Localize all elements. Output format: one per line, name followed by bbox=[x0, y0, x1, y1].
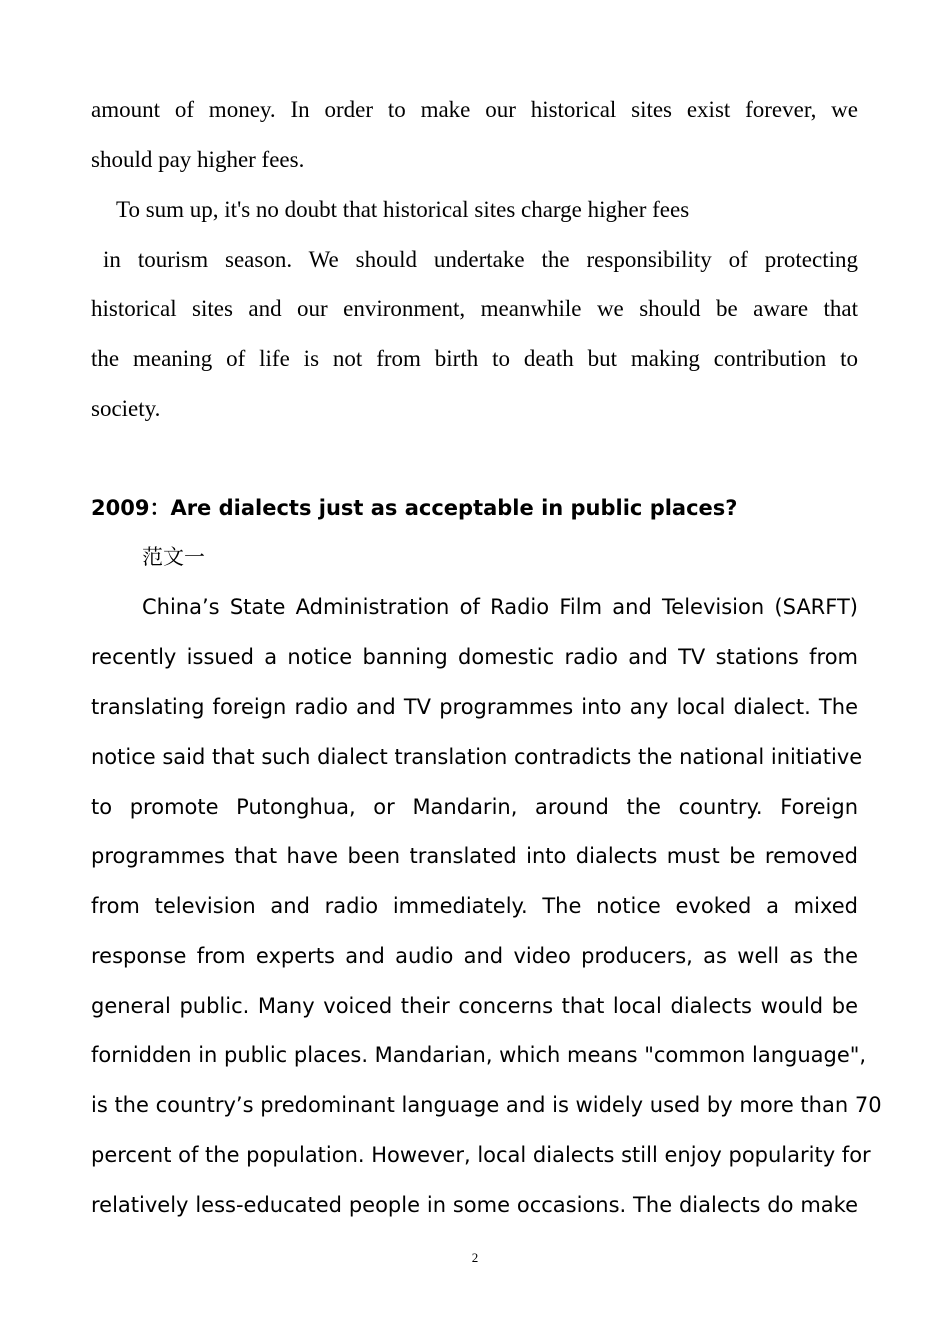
paragraph-line: from television and radio immediately. The notice evoked a mixed bbox=[91, 894, 858, 918]
paragraph-line: percent of the population. However, local dialects still enjoy popularity for bbox=[91, 1143, 871, 1167]
page-number: 2 bbox=[471, 1250, 479, 1265]
paragraph-line: China’s State Administration of Radio Film and Television (SARFT) bbox=[142, 595, 858, 619]
section-heading: 2009：Are dialects just as acceptable in public places? bbox=[91, 496, 738, 520]
section-subheading: 范文一 bbox=[142, 545, 205, 569]
essay-line: in tourism season. We should undertake the responsibility of protecting bbox=[103, 247, 858, 272]
paragraph-line: fornidden in public places. Mandarian, which means "common language", bbox=[91, 1043, 867, 1067]
essay-line: historical sites and our environment, meanwhile we should be aware that bbox=[91, 296, 858, 321]
paragraph-line: translating foreign radio and TV programmes into any local dialect. The bbox=[91, 695, 858, 719]
paragraph-line: general public. Many voiced their concerns that local dialects would be bbox=[91, 994, 858, 1018]
essay-line: the meaning of life is not from birth to death but making contribution to bbox=[91, 346, 858, 371]
paragraph-line: programmes that have been translated into dialects must be removed bbox=[91, 844, 858, 868]
essay-line: society. bbox=[91, 396, 161, 421]
essay-line: should pay higher fees. bbox=[91, 147, 305, 172]
paragraph-line: response from experts and audio and video producers, as well as the bbox=[91, 944, 858, 968]
paragraph-line: is the country’s predominant language and is widely used by more than 70 bbox=[91, 1093, 882, 1117]
paragraph-line: notice said that such dialect translation contradicts the national initiative bbox=[91, 745, 863, 769]
paragraph-line: to promote Putonghua, or Mandarin, around the country. Foreign bbox=[91, 795, 858, 819]
essay-line: To sum up, it's no doubt that historical sites charge higher fees bbox=[116, 197, 690, 222]
paragraph-line: recently issued a notice banning domestic radio and TV stations from bbox=[91, 645, 858, 669]
paragraph-line: relatively less-educated people in some occasions. The dialects do make bbox=[91, 1193, 858, 1217]
essay-line: amount of money. In order to make our historical sites exist forever, we bbox=[91, 97, 858, 122]
